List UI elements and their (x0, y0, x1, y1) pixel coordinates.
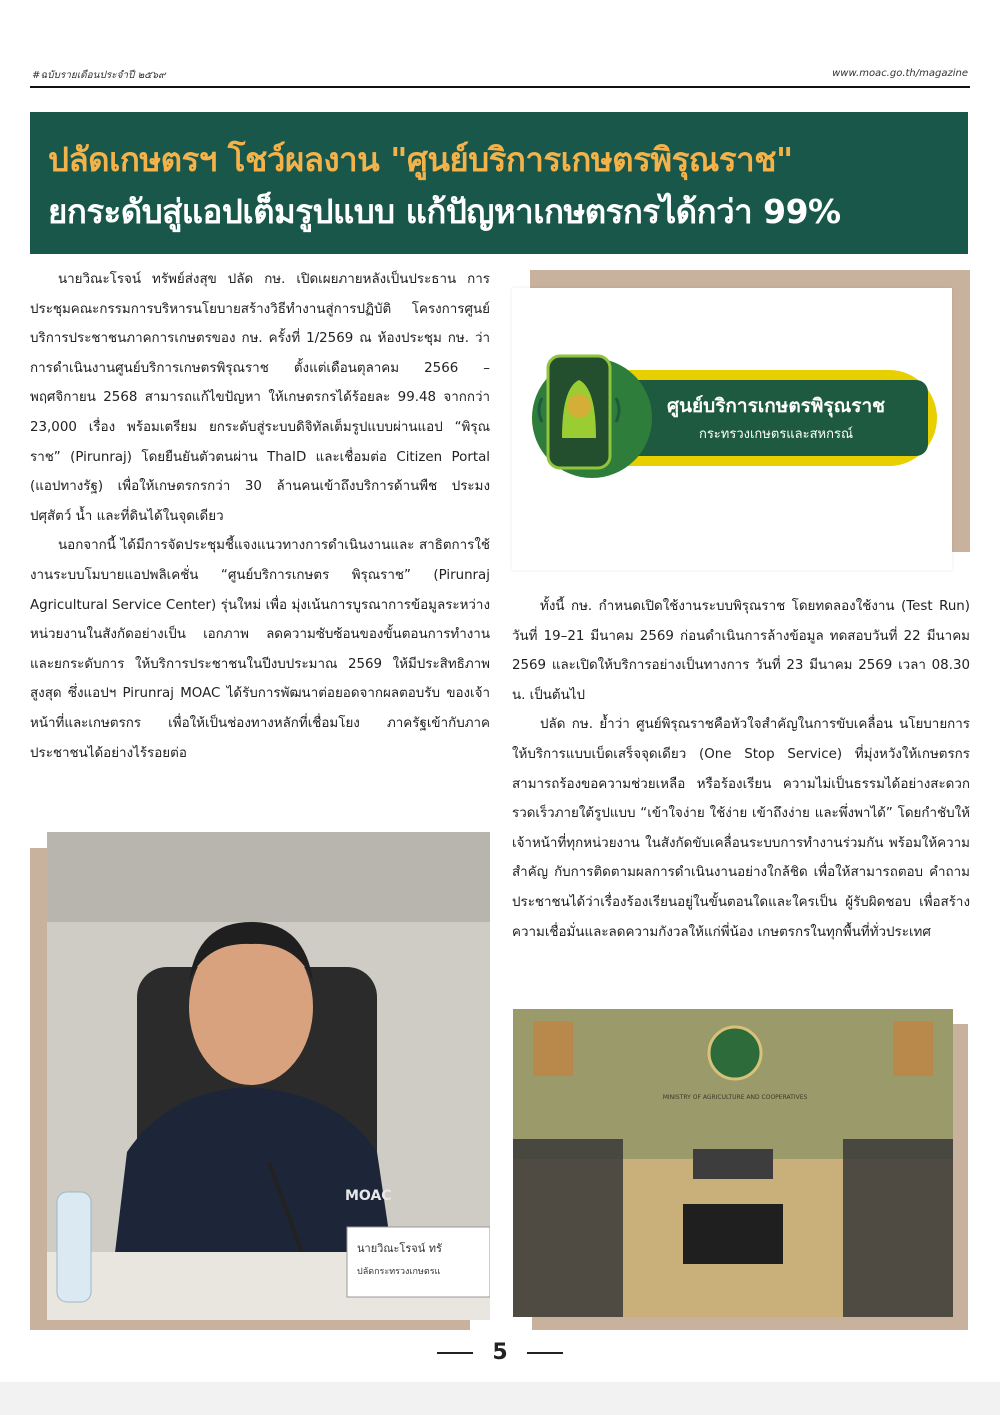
text-line: กับการติดตามผลการดำเนินงานอย่างใกล้ชิด เพื่อให้สามารถตอบ (554, 865, 924, 881)
text-line: ใช้ง่าย เข้าถึงง่าย และพึ่งพาได้” โดยกำชับให้เจ้าหน้าที่ทุกหน่วยงาน (512, 806, 970, 851)
text-line: ความไม่เป็นธรรมได้อย่างสะดวกรวดเร็วภายใต้รูปแบบ “เข้าใจง่าย (512, 776, 970, 822)
header-divider (30, 86, 970, 88)
text-line: ทั้งนี้ กษ. กำหนดเปิดใช้งานระบบพิรุณราช โดยทดลองใช้งาน (540, 599, 895, 614)
text-line: คำถามประชาชนได้ว่าเรื่องร้องเรียนอยู่ในขั้นตอนใดและใครเป็น (512, 865, 970, 910)
text-line: ในสังกัดขับเคลื่อนระบบการทำงานร่วมกัน พร้อมให้ความสำคัญ (512, 835, 970, 881)
headline-banner (30, 112, 968, 254)
text-line: (Test Run) วันที่ 19–21 มีนาคม 2569 ก่อนดำเนินการล้างข้อมูล (512, 599, 971, 644)
text-line: ณ ห้องประชุม กษ. ว่า การดำเนินงานศูนย์บริการเกษตรพิรุณราช (30, 331, 490, 376)
text-line: การประชุมคณะกรรมการบริหารนโยบายสร้างวิธีทำงานสู่การปฏิบัติ (30, 272, 490, 317)
speaker-photo-graphic (47, 832, 490, 1320)
bell-emblem (567, 394, 591, 418)
head-table (693, 1149, 773, 1179)
text-line: เอกภาพ ลดความซับซ้อนของขั้นตอนการทำงาน และยกระดับการ (30, 627, 490, 672)
text-line: ที่มุ่งหวังให้เกษตรกรสามารถร้องขอความช่วยเหลือ หรือร้องเรียน (512, 746, 970, 792)
nameplate (347, 1227, 490, 1297)
paragraph-4 (512, 710, 970, 947)
paragraph-1 (30, 265, 490, 531)
ministry-wall-text: MINISTRY OF AGRICULTURE AND COOPERATIVES (662, 1094, 808, 1101)
text-line: ภาครัฐเข้ากับภาคประชาชนได้อย่างไร้รอยต่อ (30, 715, 490, 761)
meeting-room-photo (513, 1009, 953, 1317)
page-number-rule-left (437, 1352, 473, 1354)
text-line: สาธิตการใช้งานระบบโมบายแอปพลิเคชั่น “ศูนย์บริการเกษตร (30, 538, 490, 583)
text-line: เพื่อให้เกษตรกรกว่า 30 ล้านคนเข้าถึงบริการด้านพืช ประมง ปศุสัตว์ (30, 479, 490, 524)
water-bottle (57, 1192, 91, 1302)
article-right-column (512, 592, 970, 947)
text-line: ผู้รับผิดชอบ เพื่อสร้างความเชื่อมั่นและลดความกังวลให้แก่พี่น้อง (512, 894, 970, 940)
text-line: นายวิณะโรจน์ ทรัพย์ส่งสุข ปลัด กษ. เปิดเผยภายหลังเป็นประธาน (58, 272, 457, 287)
article-left-column (30, 265, 490, 768)
pirunraj-app-logo (512, 288, 952, 570)
portrait-right (893, 1021, 933, 1076)
text-line: นโยบายการให้บริการแบบเบ็ดเสร็จจุดเดียว (One Stop Service) (512, 717, 970, 762)
monitor (683, 1204, 783, 1264)
attendees-right (843, 1139, 953, 1317)
headline-line-1-part-1: ปลัดเกษตรฯ โชว์ผลงาน (48, 140, 380, 179)
photo-wall-top (47, 832, 490, 922)
text-line: ซึ่งแอปฯ Pirunraj MOAC ได้รับการพัฒนาต่อยอดจากผลตอบรับ (67, 686, 440, 702)
logo-app-name: ศูนย์บริการเกษตรพิรุณราช (666, 395, 886, 417)
headline-line-2: ยกระดับสู่แอปเต็มรูปแบบ แก้ปัญหาเกษตรกรได้กว่า 99% (48, 192, 841, 231)
text-line: ให้เกษตรกรได้ร้อยละ 99.48 จากกว่า 23,000 เรื่อง พร้อมเตรียม (30, 390, 490, 435)
ministry-emblem-icon (709, 1027, 761, 1079)
text-line: โดยยืนยันตัวตนผ่าน ThaID และเชื่อมต่อ Citizen Portal (แอปทางรัฐ) (30, 449, 491, 495)
text-line: น้ำ และที่ดินได้ในจุดเดียว (75, 508, 224, 524)
footer-band (0, 1382, 1000, 1415)
text-line: โครงการศูนย์บริการประชาชนภาคการเกษตรของ กษ. ครั้งที่ 1/2569 (30, 301, 490, 347)
logo-ministry-name: กระทรวงเกษตรและสหกรณ์ (698, 427, 854, 442)
paragraph-2 (30, 531, 490, 768)
speaker-photo (47, 832, 490, 1320)
text-line: ของเจ้าหน้าที่และเกษตรกร เพื่อให้เป็นช่องทางหลักที่เชื่อมโยง (30, 686, 490, 731)
nameplate-line-2: ปลัดกระทรวงเกษตรแ (357, 1267, 441, 1277)
nameplate-line-1: นายวิณะโรจน์ ทรั (357, 1242, 442, 1255)
page-number-rule-right (527, 1352, 563, 1354)
text-line: มุ่งเน้นการบูรณาการข้อมูลระหว่างหน่วยงานในสังกัดอย่างเป็น (30, 597, 490, 643)
portrait-left (533, 1021, 573, 1076)
headline-line-1 (48, 134, 950, 186)
pirunraj-logo-graphic (512, 288, 952, 570)
text-line: ปลัด กษ. ย้ำว่า ศูนย์พิรุณราชคือหัวใจสำคัญในการขับเคลื่อน (540, 717, 893, 733)
page-number-value: 5 (492, 1340, 508, 1365)
meeting-photo-graphic (513, 1009, 953, 1317)
page-number (0, 1340, 1000, 1365)
logo-green-badge (608, 380, 928, 456)
headline-line-1-part-2: "ศูนย์บริการเกษตรพิรุณราช" (390, 140, 793, 179)
text-line: ตั้งแต่เดือนตุลาคม 2566 – พฤศจิกายน 2568 สามารถแก้ไขปัญหา (30, 360, 490, 406)
paragraph-3 (512, 592, 970, 710)
text-line: เกษตรกรในทุกพื้นที่ทั่วประเทศ (757, 924, 931, 940)
attendees-left (513, 1139, 623, 1317)
text-line: นอกจากนี้ ได้มีการจัดประชุมชี้แจงแนวทางการดำเนินงานและ (58, 538, 415, 554)
text-line: ทดสอบวันที่ 22 มีนาคม 2569 และเปิดให้บริการอย่างเป็นทางการ (512, 628, 970, 674)
text-line: วันที่ 23 มีนาคม 2569 เวลา 08.30 น. เป็นต้นไป (512, 658, 970, 703)
magazine-url[interactable]: www.moac.go.th/magazine (832, 68, 968, 79)
text-line: พิรุณราช” (Pirunraj Agricultural Service Center) รุ่นใหม่ เพื่อ (30, 567, 490, 613)
jacket-logo: MOAC (345, 1188, 392, 1204)
text-line: ยกระดับสู่ระบบดิจิทัลเต็มรูปแบบผ่านแอป “พิรุณราช” (Pirunraj) (30, 419, 490, 465)
issue-label: #ฉบับรายเดือนประจำปี ๒๕๖๙ (32, 70, 166, 81)
text-line: ให้บริการประชาชนในปีงบประมาณ 2569 ให้มีประสิทธิภาพสูงสุด (30, 656, 490, 702)
